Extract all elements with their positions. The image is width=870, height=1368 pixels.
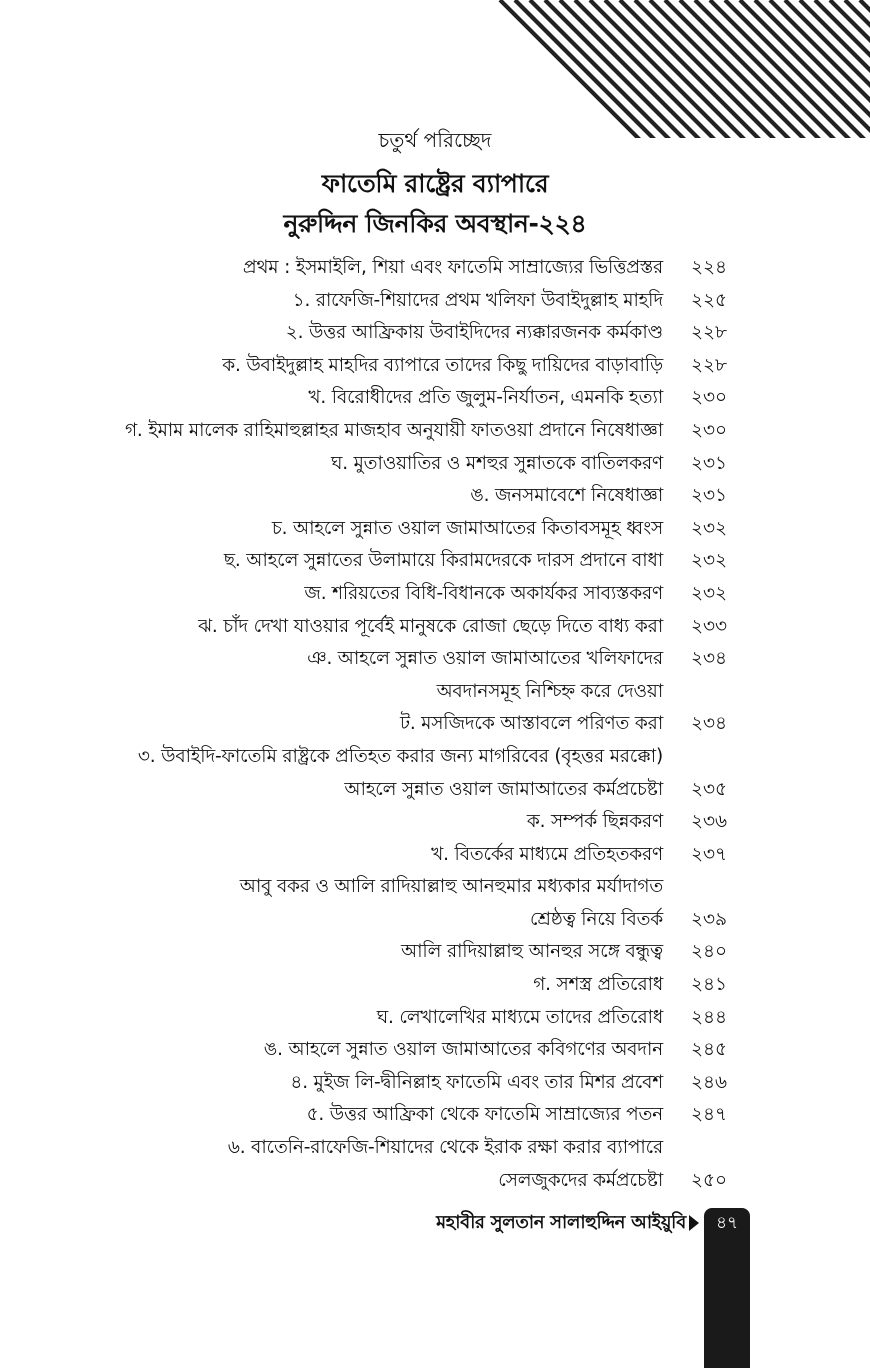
stripe-line	[560, 0, 700, 140]
stripe-line	[605, 0, 745, 140]
toc-entry-text: ৩. উবাইদি-ফাতেমি রাষ্ট্রকে প্রতিহত করার জন্য মাগরিবের (বৃহত্তর মরক্কো)	[137, 745, 663, 767]
toc-entry-page: ২৪১	[691, 974, 728, 996]
toc-entry	[0, 545, 870, 578]
stripe-line	[575, 0, 715, 140]
corner-stripes-decoration	[0, 0, 870, 140]
stripe-line	[710, 0, 850, 140]
toc-entry-text: সেলজুকদের কর্মপ্রচেষ্টা	[498, 1169, 663, 1191]
stripe-line	[650, 0, 790, 140]
stripe-line	[440, 0, 580, 140]
toc-entry-page: ২৩৪	[691, 713, 728, 735]
toc-entry-page: ২৪৫	[691, 1039, 728, 1061]
toc-entry-text: আবু বকর ও আলি রাদিয়াল্লাহু আনহুমার মধ্যকার মর্যাদাগত	[239, 876, 663, 898]
stripe-line	[545, 0, 685, 140]
toc-entry	[0, 382, 870, 415]
toc-entry-page: ২৩১	[691, 485, 728, 507]
stripe-line	[665, 0, 805, 140]
book-title: মহাবীর সুলতান সালাহুদ্দিন আইয়ুবি	[436, 1212, 686, 1233]
toc-entry	[0, 1099, 870, 1132]
toc-entry	[0, 317, 870, 350]
toc-entry-text: গ. ইমাম মালেক রাহিমাহুল্লাহর মাজহাব অনুযায়ী ফাতওয়া প্রদানে নিষেধাজ্ঞা	[124, 419, 663, 441]
toc-entry-text: ক. সম্পর্ক ছিন্নকরণ	[526, 811, 663, 833]
toc-entry-text: ৬. বাতেনি-রাফেজি-শিয়াদের থেকে ইরাক রক্ষা করার ব্যাপারে	[227, 1137, 663, 1159]
toc-entry-text: ঘ. মুতাওয়াতির ও মশহুর সুন্নাতকে বাতিলকরণ	[330, 452, 663, 474]
toc-entry-page: ২৪৭	[691, 1104, 728, 1126]
toc-entry	[0, 1132, 870, 1165]
toc-entry	[0, 252, 870, 285]
page-number: ৪৭	[715, 1213, 739, 1233]
stripe-line	[530, 0, 670, 140]
toc-entry-text: আলি রাদিয়াল্লাহু আনহুর সঙ্গে বন্ধুত্ব	[401, 941, 663, 963]
toc-entry-text: ঝ. চাঁদ দেখা যাওয়ার পূর্বেই মানুষকে রোজা ছেড়ে দিতে বাধ্য করা	[198, 615, 663, 637]
toc-entry-text: শ্রেষ্ঠত্ব নিয়ে বিতর্ক	[529, 908, 663, 930]
stripe-line	[635, 0, 775, 140]
toc-entry-text: ঘ. লেখালেখির মাধ্যমে তাদের প্রতিরোধ	[376, 1006, 663, 1028]
toc-entry-page: ২৩২	[691, 517, 728, 539]
toc-entry-page: ২৫০	[691, 1169, 728, 1191]
toc-entry	[0, 448, 870, 481]
toc-entry-text: ছ. আহলে সুন্নাতের উলামায়ে কিরামদেরকে দারস প্রদানে বাধা	[223, 550, 663, 572]
toc-entry	[0, 415, 870, 448]
toc-entry-page: ২৪৪	[691, 1006, 728, 1028]
stripe-line	[695, 0, 835, 140]
toc-entry-text: ১. রাফেজি-শিয়াদের প্রথম খলিফা উবাইদুল্লাহ মাহদি	[292, 289, 663, 311]
toc-entry-page: ২৩৭	[691, 843, 728, 865]
toc-entry-text: খ. বিরোধীদের প্রতি জুলুম-নির্যাতন, এমনকি হত্যা	[308, 387, 663, 409]
toc-entry-page: ২৩০	[691, 419, 728, 441]
stripe-line	[590, 0, 730, 140]
toc-entry-page: ২৪০	[691, 941, 728, 963]
toc-entry	[0, 741, 870, 774]
toc-entry-text: জ. শরিয়তের বিধি-বিধানকে অকার্যকর সাব্যস্তকরণ	[304, 582, 663, 604]
toc-entry-text: ৫. উত্তর আফ্রিকা থেকে ফাতেমি সাম্রাজ্যের পতন	[306, 1104, 663, 1126]
stripe-line	[470, 0, 610, 140]
toc-entry-page: ২৩৪	[691, 648, 728, 670]
chapter-title-line-1: ফাতেমি রাষ্ট্রের ব্যাপারে	[321, 169, 549, 198]
toc-entry-page: ২৩৯	[691, 908, 728, 930]
toc-entry-text: ঙ. জনসমাবেশে নিষেধাজ্ঞা	[470, 485, 663, 507]
toc-entry	[0, 936, 870, 969]
toc-entry-page: ২৩২	[691, 550, 728, 572]
stripe-line	[500, 0, 640, 140]
toc-entry	[0, 1067, 870, 1100]
toc-entry-page: ২৩২	[691, 582, 728, 604]
toc-entry-text: ২. উত্তর আফ্রিকায় উবাইদিদের ন্যক্কারজনক কর্মকাণ্ড	[285, 322, 663, 344]
toc-entry-page: ২৪৬	[691, 1071, 728, 1093]
stripe-line	[725, 0, 865, 140]
toc-entry-text: চ. আহলে সুন্নাত ওয়াল জামাআতের কিতাবসমূহ ধ্বংস	[271, 517, 663, 539]
toc-entry-page: ২৩৫	[691, 778, 728, 800]
chapter-title-line-2: নুরুদ্দিন জিনকির অবস্থান-২২৪	[283, 209, 587, 238]
toc-entry-page: ২২৫	[691, 289, 728, 311]
toc-entry	[0, 480, 870, 513]
toc-entry-page: ২২৮	[691, 354, 728, 376]
toc-entry-text: খ. বিতর্কের মাধ্যমে প্রতিহতকরণ	[431, 843, 663, 865]
toc-entry	[0, 513, 870, 546]
toc-entry	[0, 904, 870, 937]
stripe-line	[620, 0, 760, 140]
toc-entry	[0, 643, 870, 676]
toc-entry-text: ট. মসজিদকে আস্তাবলে পরিণত করা	[399, 713, 663, 735]
toc-entry	[0, 871, 870, 904]
toc-entry	[0, 774, 870, 807]
toc-entry-text: প্রথম : ইসমাইলি, শিয়া এবং ফাতেমি সাম্রাজ্যের ভিত্তিপ্রস্তর	[242, 257, 663, 278]
toc-entry	[0, 1034, 870, 1067]
toc-entry-text: গ. সশস্ত্র প্রতিরোধ	[533, 974, 663, 996]
toc-entry	[0, 839, 870, 872]
toc-entry	[0, 676, 870, 709]
toc-entry	[0, 969, 870, 1002]
chapter-label: চতুর্থ পরিচ্ছেদ	[378, 128, 492, 152]
toc-entry	[0, 285, 870, 318]
toc-entry-text: ৪. মুইজ লি-দ্বীনিল্লাহ ফাতেমি এবং তার মিশর প্রবেশ	[290, 1071, 663, 1093]
toc-entry	[0, 611, 870, 644]
toc-entry-text: অবদানসমূহ নিশ্চিহ্ন করে দেওয়া	[436, 680, 663, 702]
stripe-line	[455, 0, 595, 140]
toc-entry-text: ঙ. আহলে সুন্নাত ওয়াল জামাআতের কবিগণের অবদান	[263, 1039, 663, 1061]
toc-entry	[0, 1165, 870, 1198]
toc-entry-page: ২২৪	[691, 257, 728, 278]
toc-entry-text: আহলে সুন্নাত ওয়াল জামাআতের কর্মপ্রচেষ্টা	[344, 778, 663, 800]
triangle-right-icon	[689, 1215, 699, 1231]
table-of-contents	[0, 252, 870, 1197]
stripe-line	[515, 0, 655, 140]
toc-entry-page: ২২৮	[691, 322, 728, 344]
toc-entry-page: ২৩৩	[691, 615, 728, 637]
stripe-line	[680, 0, 820, 140]
toc-entry	[0, 708, 870, 741]
toc-entry	[0, 806, 870, 839]
toc-entry-page: ২৩১	[691, 452, 728, 474]
toc-entry	[0, 578, 870, 611]
toc-entry-page: ২৩৬	[691, 811, 728, 833]
toc-entry	[0, 1002, 870, 1035]
toc-entry-text: ক. উবাইদুল্লাহ মাহদির ব্যাপারে তাদের কিছু দায়িদের বাড়াবাড়ি	[222, 354, 663, 376]
stripe-line	[485, 0, 625, 140]
toc-entry	[0, 350, 870, 383]
toc-entry-page: ২৩০	[691, 387, 728, 409]
toc-entry-text: ঞ. আহলে সুন্নাত ওয়াল জামাআতের খলিফাদের	[307, 648, 663, 670]
